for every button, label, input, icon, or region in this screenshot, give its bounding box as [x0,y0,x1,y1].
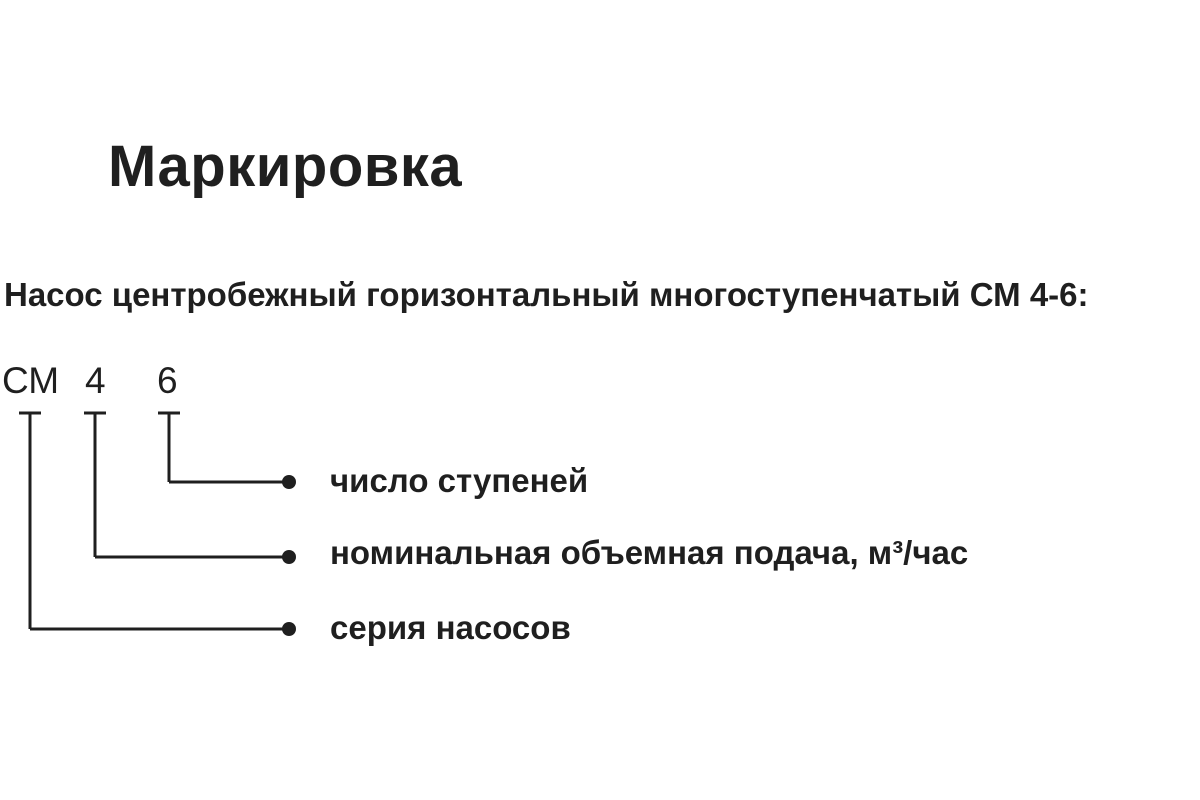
connector-flow [84,413,287,557]
page-title: Маркировка [108,134,463,199]
legend-series: серия насосов [330,609,571,646]
legend-stages: число ступеней [330,462,589,499]
bullet-series [282,622,296,636]
connector-series [19,413,287,629]
legend-flow: номинальная объемная подача, м³/час [330,534,969,571]
code-stages: 6 [157,360,178,401]
bullet-stages [282,475,296,489]
bullet-flow [282,550,296,564]
pump-description: Насос центробежный горизонтальный многоступенчатый СМ 4-6: [4,276,1089,313]
code-flow: 4 [85,360,106,401]
connector-stages [158,413,287,482]
code-series: СМ [2,360,60,401]
